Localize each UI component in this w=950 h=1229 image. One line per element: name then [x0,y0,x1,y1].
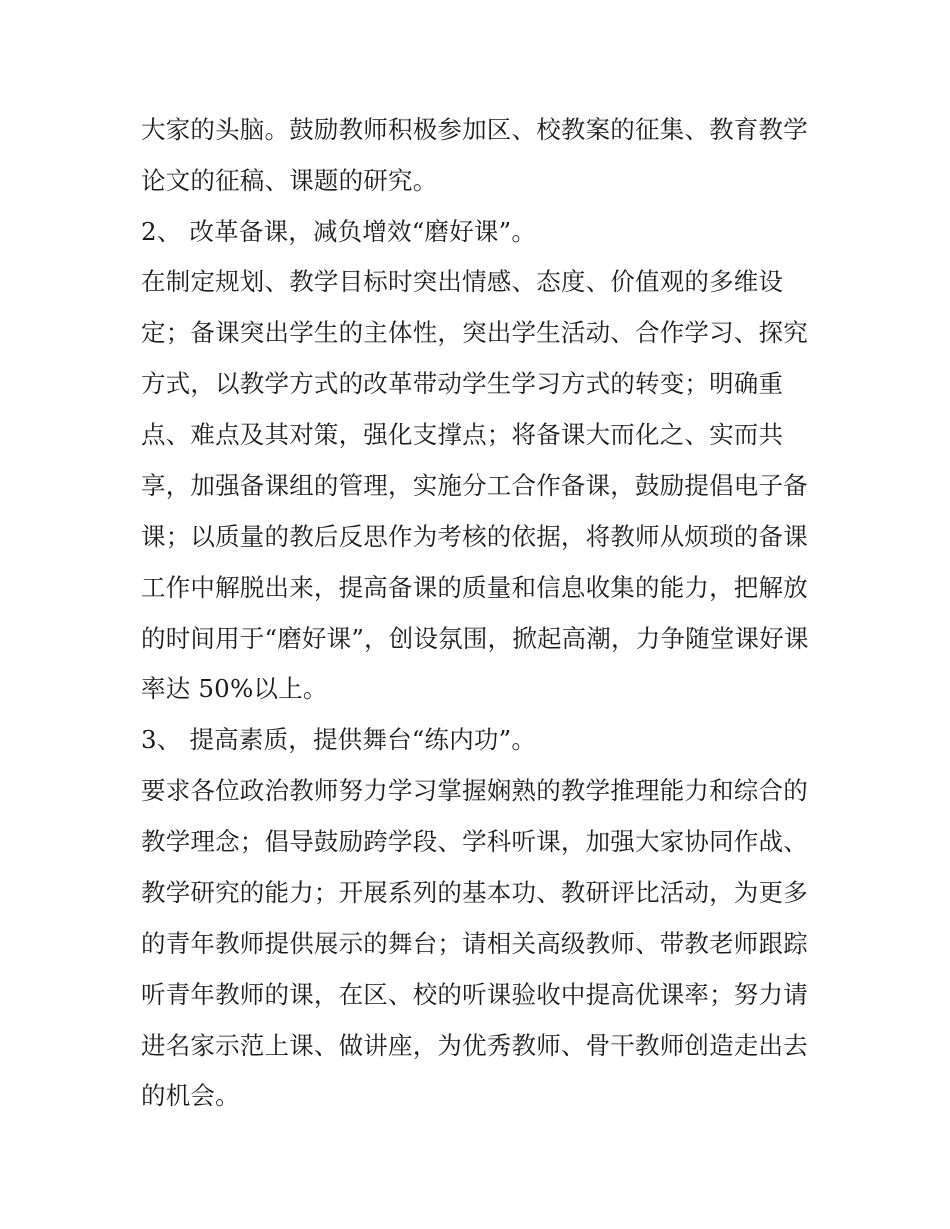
paragraph-line: 工作中解脱出来，提高备课的质量和信息收集的能力，把解放 [141,573,808,602]
paragraph-line: 的时间用于“磨好课”，创设氛围，掀起高潮，力争随堂课好课 [141,624,809,653]
paragraph-line: 课；以质量的教后反思作为考核的依据，将教师从烦琐的备课 [141,522,808,551]
paragraph-line: 在制定规划、教学目标时突出情感、态度、价值观的多维设 [141,267,784,296]
paragraph-line: 论文的征稿、课题的研究。 [141,166,438,195]
paragraph-line: 教学理念；倡导鼓励跨学段、学科听课，加强大家协同作战、 [141,827,808,856]
paragraph-line: 大家的头脑。鼓励教师积极参加区、校教案的征集、教育教学 [141,115,808,144]
paragraph-line: 的机会。 [141,1081,240,1110]
paragraph-line: 率达 50%以上。 [141,674,328,703]
paragraph-line: 定；备课突出学生的主体性，突出学生活动、合作学习、探究 [141,318,808,347]
paragraph-line: 享，加强备课组的管理，实施分工合作备课，鼓励提倡电子备 [141,471,808,500]
paragraph-line: 进名家示范上课、做讲座，为优秀教师、骨干教师创造走出去 [141,1031,808,1060]
section-heading-3: 3、 提高素质，提供舞台“练内功”。 [141,725,537,754]
paragraph-line: 方式，以教学方式的改革带动学生学习方式的转变；明确重 [141,369,784,398]
paragraph-line: 点、难点及其对策，强化支撑点；将备课大而化之、实而共 [141,420,784,449]
paragraph-line: 听青年教师的课，在区、校的听课验收中提高优课率；努力请 [141,980,808,1009]
paragraph-line: 的青年教师提供展示的舞台；请相关高级教师、带教老师跟踪 [141,929,808,958]
section-heading-2: 2、 改革备课，减负增效“磨好课”。 [141,217,537,246]
paragraph-line: 教学研究的能力；开展系列的基本功、教研评比活动，为更多 [141,878,808,907]
paragraph-line: 要求各位政治教师努力学习掌握娴熟的教学推理能力和综合的 [141,776,808,805]
